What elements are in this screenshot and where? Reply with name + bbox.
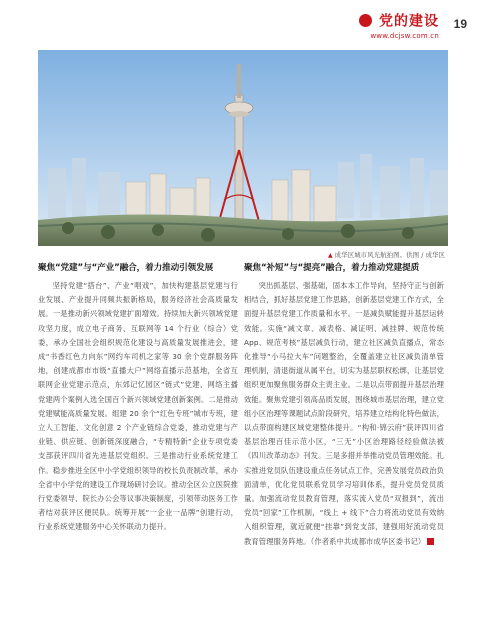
logo-text: 党的建设 [379, 13, 439, 30]
article-end-icon [427, 538, 434, 545]
logo-url: www.dcjsw.com.cn [370, 31, 439, 40]
left-section-body: 坚持党建“搭台”、产业“唱戏”，加快构建基层党建与行业发展、产业提升同频共振新格局，服务经济社会高质量发展。一是推动新兴领域党建扩面增效。持续加大新兴领域党建攻坚力度，成立电子商务、互联网等 14 个行业（综合）党委，承办全国社会组织规范化建设与高质量发展推进会，建成“书香红色力向东”网约车司机之家等 30 余个党群服务阵地，创建成都市市级“直播大户”网络直播示范基地，全省互联网企业党建示范点，东郊记忆园区“链式”党建、网络主播党建两个案例入选全国百个新兴领域党建创新案例。二是推动党建赋能高质量发展。组建 20 余个“红色专班”城市专班，建立人工智能、文化创意 2 个产业链综合党委，推动党建与产业链、供应链、创新链深度融合，“专精特新”企业专项党委支部获评四川省先进基层党组织。三是推动行业系统党建工作。稳步推进全区中小学党组织领导的校长负责制改革，承办全省中小学党的建设工作现场研讨会议。推动全区公立医院推行党委领导、院长办公会等议事决策制度，引领带动医务工作者结对获评区便民队。统筹开展“一企业一品牌”创建行动，行业系统党建服务中心关怀联动力提升。 [38, 281, 238, 532]
right-section-body [244, 279, 444, 549]
photo-caption [38, 250, 445, 259]
left-section-heading: 聚焦“党建”与“产业”融合，着力推动引领发展 [38, 263, 214, 273]
left-article-column [38, 262, 238, 535]
page-number: 19 [453, 17, 467, 31]
right-section-body-text: 突出抓基层、强基础，固本本工作导向，坚持守正与创新相结合，抓好基层党建工作思路，创新基层党建工作方式，全面提升基层党建工作质量和水平。一是减负赋能提升基层运转效能。实施“减文章、减表格、减证明、减挂牌、规范传统 App、规范考核”基层减负行动，建立社区减负直播点，常态化推导“小马拉大车”问题整治，全覆盖建立社区减负清单管理机制，清退街道从属平台，切实为基层职权松绑，让基层党组织更加聚焦服务群众主责主业。二是以点带面提升基层治理效能。聚焦党建引领高品质发展，围绕城市基层治理，建立党组小区治理等课题试点阶段研究，培养建立结构化特色做法，以点带面构建区域党建整体提升。“构和·锦云府”获评四川省基层治理百佳示范小区，“三无”小区治理路径经验做法被《四川改革动态》刊发。三是多措并举推动党员管理效能。扎实推进党员队伍建设重点任务试点工作，完善发展党员政治负面清单，优化党员联系党员学习培训体系，提升党员党员质量。加强流动党员教育管理，落实流入党员“双报到”，流出党员“回家”工作机制，“线上 + 线下”合力将流动党员有效纳入组织管理，就近就便“挂靠”到党支部，建强用好流动党员教育管理服务阵地。（作者系中共成都市成华区委书记） [244, 281, 444, 546]
city-skyline-illustration [38, 50, 448, 246]
page-header [0, 0, 485, 52]
city-aerial-photo [38, 50, 448, 246]
right-section-heading: 聚焦“补短”与“提亮”融合，着力推动党建提质 [244, 263, 420, 273]
right-article-column [244, 262, 444, 549]
photo-caption-text: 成华区城市风光航拍图。供图 / 成华区 [334, 251, 445, 259]
magazine-logo [359, 10, 439, 40]
party-emblem-icon [359, 14, 372, 27]
caption-marker-icon: ▲ [328, 252, 333, 259]
